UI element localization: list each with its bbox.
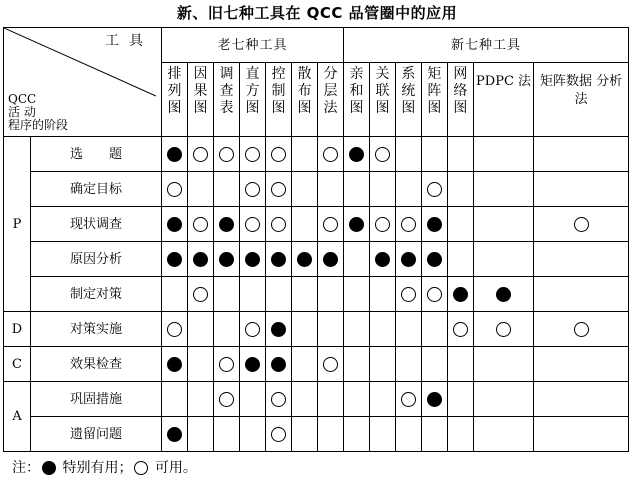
usage-cell — [473, 277, 533, 312]
usage-cell — [421, 312, 447, 347]
filled-circle-icon — [167, 427, 182, 442]
usage-cell — [534, 277, 629, 312]
tool-name: 调查表 — [219, 66, 234, 116]
usage-cell — [421, 417, 447, 452]
usage-cell — [214, 242, 240, 277]
usage-cell — [534, 242, 629, 277]
corner-header — [4, 28, 162, 137]
usage-cell — [291, 382, 317, 417]
usage-cell — [343, 347, 369, 382]
usage-cell — [162, 207, 188, 242]
usage-cell — [265, 172, 291, 207]
usage-cell — [343, 417, 369, 452]
tool-header — [473, 63, 533, 137]
tool-name: 直方图 — [245, 66, 260, 116]
usage-cell — [291, 172, 317, 207]
filled-circle-icon — [297, 252, 312, 267]
stage-name: 原因分析 — [31, 242, 162, 277]
filled-circle-icon — [167, 147, 182, 162]
usage-cell — [188, 277, 214, 312]
corner-stage-line: 程序的阶段 — [8, 118, 69, 132]
tool-name: 因果图 — [193, 66, 208, 116]
usage-cell — [343, 382, 369, 417]
tool-name: 矩阵数据 分析法 — [540, 74, 623, 107]
tool-header — [447, 63, 473, 137]
tool-name: 矩阵图 — [427, 66, 442, 116]
usage-cell — [240, 417, 266, 452]
usage-cell — [369, 137, 395, 172]
tool-header — [162, 63, 188, 137]
open-circle-icon — [401, 217, 416, 232]
usage-cell — [473, 312, 533, 347]
usage-cell — [240, 242, 266, 277]
usage-cell — [240, 207, 266, 242]
usage-cell — [162, 382, 188, 417]
usage-cell — [214, 347, 240, 382]
usage-cell — [265, 242, 291, 277]
open-circle-icon — [219, 147, 234, 162]
usage-cell — [188, 417, 214, 452]
usage-cell — [447, 137, 473, 172]
usage-cell — [369, 207, 395, 242]
usage-cell — [447, 312, 473, 347]
stage-name: 效果检查 — [31, 347, 162, 382]
tool-header — [343, 63, 369, 137]
open-circle-icon — [219, 357, 234, 372]
usage-cell — [534, 382, 629, 417]
stage-row — [4, 137, 629, 172]
usage-cell — [265, 417, 291, 452]
usage-cell — [447, 207, 473, 242]
usage-cell — [317, 347, 343, 382]
usage-cell — [343, 242, 369, 277]
stage-name: 选 题 — [31, 137, 162, 172]
open-circle-icon — [167, 322, 182, 337]
usage-cell — [421, 242, 447, 277]
open-circle-icon — [167, 182, 182, 197]
usage-cell — [162, 172, 188, 207]
tool-name: PDPC 法 — [476, 74, 532, 89]
stage-name: 巩固措施 — [31, 382, 162, 417]
usage-cell — [214, 137, 240, 172]
usage-cell — [317, 242, 343, 277]
tool-header — [317, 63, 343, 137]
tool-name: 网络图 — [453, 66, 468, 116]
qcc-tool-table — [3, 27, 629, 452]
open-circle-icon — [574, 322, 589, 337]
open-circle-icon — [323, 357, 338, 372]
usage-cell — [534, 207, 629, 242]
tool-name: 控制图 — [271, 66, 286, 116]
phase-label: A — [4, 382, 31, 452]
usage-cell — [421, 277, 447, 312]
open-circle-icon — [193, 287, 208, 302]
open-circle-icon — [375, 217, 390, 232]
tool-header — [395, 63, 421, 137]
header-row-groups — [4, 28, 629, 63]
open-circle-icon — [193, 217, 208, 232]
usage-cell — [473, 207, 533, 242]
stage-row — [4, 312, 629, 347]
open-circle-icon — [271, 182, 286, 197]
usage-cell — [447, 417, 473, 452]
open-circle-icon — [323, 147, 338, 162]
usage-cell — [214, 312, 240, 347]
open-circle-icon — [245, 182, 260, 197]
usage-cell — [162, 137, 188, 172]
usage-cell — [534, 417, 629, 452]
usage-cell — [369, 312, 395, 347]
stage-row — [4, 382, 629, 417]
open-circle-icon — [271, 427, 286, 442]
tool-name: 关联图 — [375, 66, 390, 116]
filled-circle-icon — [271, 357, 286, 372]
usage-cell — [265, 137, 291, 172]
usage-cell — [369, 382, 395, 417]
filled-circle-icon — [375, 252, 390, 267]
usage-cell — [317, 172, 343, 207]
usage-cell — [395, 172, 421, 207]
usage-cell — [447, 382, 473, 417]
usage-cell — [240, 277, 266, 312]
usage-cell — [421, 207, 447, 242]
stage-name: 对策实施 — [31, 312, 162, 347]
tool-name: 亲和图 — [349, 66, 364, 116]
usage-cell — [291, 417, 317, 452]
open-circle-icon — [323, 217, 338, 232]
tool-header — [214, 63, 240, 137]
tool-header — [421, 63, 447, 137]
tool-header — [240, 63, 266, 137]
filled-circle-icon — [245, 357, 260, 372]
usage-cell — [473, 242, 533, 277]
usage-cell — [265, 277, 291, 312]
open-circle-icon — [245, 147, 260, 162]
usage-cell — [162, 312, 188, 347]
group-new-tools: 新七种工具 — [343, 28, 628, 63]
usage-cell — [473, 347, 533, 382]
group-old-tools: 老七种工具 — [162, 28, 344, 63]
stage-name: 现状调查 — [31, 207, 162, 242]
open-circle-icon — [453, 322, 468, 337]
tool-name: 系统图 — [401, 66, 416, 116]
tool-header — [265, 63, 291, 137]
stage-name: 确定目标 — [31, 172, 162, 207]
usage-cell — [188, 382, 214, 417]
tool-header — [534, 63, 629, 137]
filled-circle-icon — [401, 252, 416, 267]
usage-cell — [317, 207, 343, 242]
open-circle-icon — [401, 287, 416, 302]
usage-cell — [265, 207, 291, 242]
stage-row — [4, 172, 629, 207]
legend-open-label: 可用。 — [154, 460, 197, 476]
corner-stage-line: QCC — [8, 92, 37, 106]
legend-full-label: 特别有用； — [62, 460, 133, 476]
usage-cell — [473, 417, 533, 452]
corner-stage-label — [8, 93, 68, 132]
usage-cell — [421, 137, 447, 172]
usage-cell — [395, 277, 421, 312]
filled-circle-icon — [271, 322, 286, 337]
stage-row — [4, 242, 629, 277]
stage-name: 制定对策 — [31, 277, 162, 312]
usage-cell — [534, 137, 629, 172]
usage-cell — [188, 137, 214, 172]
usage-cell — [291, 207, 317, 242]
open-circle-icon — [271, 147, 286, 162]
tool-name: 排列图 — [167, 66, 182, 116]
usage-cell — [473, 382, 533, 417]
stage-row — [4, 347, 629, 382]
open-circle-icon — [427, 182, 442, 197]
usage-cell — [421, 347, 447, 382]
tool-name: 分层法 — [323, 66, 338, 116]
usage-cell — [534, 312, 629, 347]
usage-cell — [291, 277, 317, 312]
usage-cell — [240, 172, 266, 207]
filled-circle-icon — [245, 252, 260, 267]
usage-cell — [162, 347, 188, 382]
stage-row — [4, 277, 629, 312]
usage-cell — [291, 312, 317, 347]
usage-cell — [162, 242, 188, 277]
usage-cell — [369, 172, 395, 207]
usage-cell — [214, 172, 240, 207]
open-circle-icon — [271, 217, 286, 232]
usage-cell — [291, 347, 317, 382]
usage-cell — [447, 277, 473, 312]
open-circle-icon — [496, 322, 511, 337]
usage-cell — [240, 382, 266, 417]
usage-cell — [188, 207, 214, 242]
filled-circle-icon — [427, 217, 442, 232]
usage-cell — [317, 137, 343, 172]
usage-cell — [447, 242, 473, 277]
usage-cell — [291, 242, 317, 277]
usage-cell — [421, 382, 447, 417]
open-circle-icon — [134, 461, 148, 475]
filled-circle-icon — [219, 252, 234, 267]
usage-cell — [395, 382, 421, 417]
usage-cell — [265, 347, 291, 382]
open-circle-icon — [427, 287, 442, 302]
filled-circle-icon — [193, 252, 208, 267]
page-title: 新、旧七种工具在 QCC 品管圈中的应用 — [176, 4, 458, 22]
usage-cell — [240, 137, 266, 172]
filled-circle-icon — [427, 392, 442, 407]
usage-cell — [162, 417, 188, 452]
usage-cell — [214, 207, 240, 242]
open-circle-icon — [401, 392, 416, 407]
usage-cell — [265, 382, 291, 417]
tool-header — [291, 63, 317, 137]
usage-cell — [240, 347, 266, 382]
corner-stage-line: 活 动 — [8, 105, 36, 119]
usage-cell — [421, 172, 447, 207]
stage-row — [4, 417, 629, 452]
usage-cell — [369, 417, 395, 452]
filled-circle-icon — [271, 252, 286, 267]
phase-label: C — [4, 347, 31, 382]
usage-cell — [395, 137, 421, 172]
usage-cell — [447, 347, 473, 382]
usage-cell — [188, 242, 214, 277]
tool-header — [188, 63, 214, 137]
usage-cell — [317, 382, 343, 417]
usage-cell — [317, 312, 343, 347]
tool-name: 散布图 — [297, 66, 312, 116]
open-circle-icon — [193, 147, 208, 162]
usage-cell — [214, 382, 240, 417]
usage-cell — [291, 137, 317, 172]
filled-circle-icon — [167, 252, 182, 267]
usage-cell — [473, 172, 533, 207]
stage-name: 遗留问题 — [31, 417, 162, 452]
open-circle-icon — [271, 392, 286, 407]
usage-cell — [317, 417, 343, 452]
usage-cell — [395, 242, 421, 277]
filled-circle-icon — [496, 287, 511, 302]
usage-cell — [395, 417, 421, 452]
usage-cell — [343, 277, 369, 312]
legend-note — [12, 457, 197, 477]
usage-cell — [188, 172, 214, 207]
usage-cell — [369, 277, 395, 312]
filled-circle-icon — [42, 461, 56, 475]
usage-cell — [188, 312, 214, 347]
stage-row — [4, 207, 629, 242]
filled-circle-icon — [167, 217, 182, 232]
usage-cell — [343, 137, 369, 172]
filled-circle-icon — [349, 147, 364, 162]
filled-circle-icon — [453, 287, 468, 302]
usage-cell — [534, 347, 629, 382]
open-circle-icon — [245, 322, 260, 337]
open-circle-icon — [219, 392, 234, 407]
phase-label: D — [4, 312, 31, 347]
usage-cell — [395, 207, 421, 242]
phase-label: P — [4, 137, 31, 312]
open-circle-icon — [375, 147, 390, 162]
usage-cell — [240, 312, 266, 347]
open-circle-icon — [245, 217, 260, 232]
usage-cell — [369, 242, 395, 277]
filled-circle-icon — [349, 217, 364, 232]
usage-cell — [369, 347, 395, 382]
filled-circle-icon — [427, 252, 442, 267]
filled-circle-icon — [219, 217, 234, 232]
filled-circle-icon — [323, 252, 338, 267]
usage-cell — [343, 172, 369, 207]
usage-cell — [265, 312, 291, 347]
usage-cell — [395, 312, 421, 347]
usage-cell — [188, 347, 214, 382]
usage-cell — [343, 312, 369, 347]
usage-cell — [343, 207, 369, 242]
usage-cell — [214, 417, 240, 452]
tool-header — [369, 63, 395, 137]
filled-circle-icon — [167, 357, 182, 372]
usage-cell — [473, 137, 533, 172]
usage-cell — [447, 172, 473, 207]
corner-tools-label: 工具 — [105, 33, 154, 49]
usage-cell — [162, 277, 188, 312]
usage-cell — [214, 277, 240, 312]
open-circle-icon — [574, 217, 589, 232]
usage-cell — [534, 172, 629, 207]
legend-prefix: 注： — [12, 460, 40, 476]
usage-cell — [395, 347, 421, 382]
usage-cell — [317, 277, 343, 312]
